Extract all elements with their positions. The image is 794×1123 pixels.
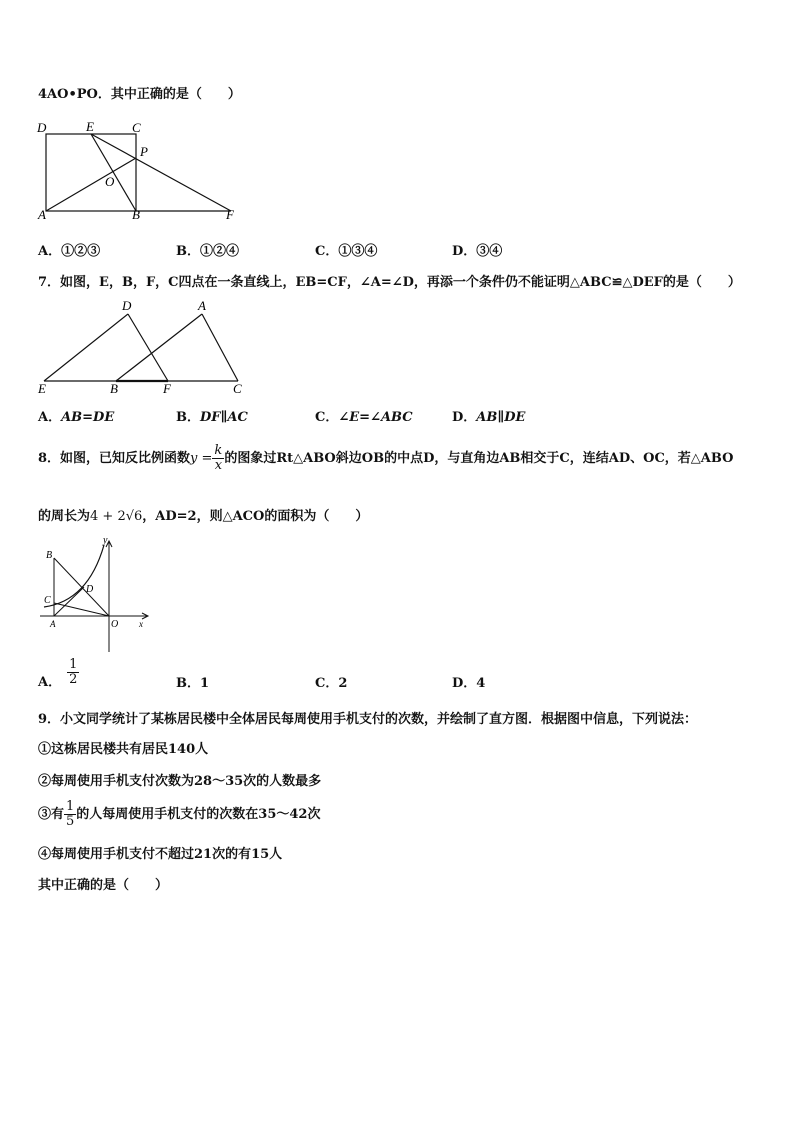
- label-a: A: [38, 207, 46, 222]
- label-p: P: [140, 144, 148, 159]
- q7-figure: [36, 296, 246, 396]
- q7-option-d[interactable]: D．AB∥DE: [452, 410, 526, 425]
- q6-option-b[interactable]: B．①②④: [176, 244, 240, 259]
- q6-option-a[interactable]: A．①②③: [38, 244, 101, 259]
- segment-df: [128, 314, 168, 381]
- segment-co: [54, 603, 109, 616]
- hyperbola-curve: [44, 545, 104, 607]
- label-b: B: [132, 207, 140, 222]
- label-a: A: [50, 619, 56, 629]
- segment-ed: [44, 314, 128, 381]
- q7-option-a[interactable]: A．AB=DE: [38, 410, 115, 425]
- q6-figure: [36, 118, 246, 223]
- label-b: B: [110, 381, 118, 396]
- q7-option-c[interactable]: C．∠E=∠ABC: [315, 410, 413, 425]
- label-c: C: [233, 381, 242, 396]
- q9-statement-4: ④每周使用手机支付不超过21次的有15人: [38, 847, 283, 862]
- segment-bo: [54, 558, 109, 616]
- segment-ap: [46, 158, 136, 211]
- label-e: E: [86, 119, 94, 134]
- q8-option-b[interactable]: B．1: [176, 676, 210, 691]
- q9-closing: 其中正确的是（ ）: [38, 878, 169, 893]
- q8-stem-line2: 的周长为4 + 2√6，AD=2，则△ACO的面积为（ ）: [38, 509, 369, 524]
- q9-statement-1: ①这栋居民楼共有居民140人: [38, 742, 209, 757]
- q8-stem-line1: 8．如图，已知反比例函数y = $\frac{k}{x}$ 的图象过Rt△ABO斜边OB的中点D，与直角边AB相交于C，连结AD、OC，若△ABO: [38, 443, 734, 473]
- label-x: x: [139, 619, 143, 629]
- q6-option-d[interactable]: D．③④: [452, 244, 503, 259]
- label-c: C: [132, 120, 141, 135]
- label-a: A: [198, 298, 206, 313]
- label-d: D: [37, 120, 47, 135]
- func-fraction: $\frac{k}{x}$: [214, 443, 223, 473]
- q6-option-c[interactable]: C．①③④: [315, 244, 378, 259]
- q9-statement-3: ③有 $\frac{1}{5}$ 的人每周使用手机支付的次数在35～42次: [38, 799, 321, 829]
- square-abcd: [46, 134, 136, 211]
- option-a-fraction: $\frac{1}{2}$: [69, 657, 78, 687]
- func-y: y =: [190, 451, 213, 466]
- q7-stem: 7．如图，E，B，F，C四点在一条直线上，EB=CF，∠A=∠D，再添一个条件仍不能证明△ABC≌△DEF的是（ ）: [38, 275, 741, 290]
- q9-stem: 9．小文同学统计了某栋居民楼中全体居民每周使用手机支付的次数，并绘制了直方图．根据图中信息，下列说法：: [38, 712, 698, 727]
- perimeter-expression: 4 + 2√6: [90, 509, 143, 524]
- label-c: C: [44, 595, 51, 606]
- segment-ad: [54, 587, 84, 616]
- q8-option-a[interactable]: A． $\frac{1}{2}$: [38, 657, 78, 690]
- q8-figure: [36, 535, 156, 655]
- label-f: F: [163, 381, 171, 396]
- label-o: O: [111, 619, 119, 630]
- label-o: O: [105, 174, 115, 189]
- q8-option-c[interactable]: C．2: [315, 676, 348, 691]
- q9-statement-2: ②每周使用手机支付次数为28～35次的人数最多: [38, 774, 322, 789]
- q8-option-d[interactable]: D．4: [452, 676, 486, 691]
- label-e: E: [38, 381, 46, 396]
- segment-eb: [91, 134, 136, 211]
- q6-stem-tail: 4AO•PO．其中正确的是（ ）: [38, 87, 241, 102]
- statement-3-fraction: $\frac{1}{5}$: [66, 799, 75, 829]
- label-d: D: [122, 298, 132, 313]
- segment-ac: [202, 314, 238, 381]
- label-y: y: [103, 535, 108, 546]
- q7-option-b[interactable]: B．DF∥AC: [176, 410, 248, 425]
- label-f: F: [226, 207, 234, 222]
- label-d: D: [86, 584, 94, 595]
- segment-ba: [116, 314, 202, 381]
- label-b: B: [46, 550, 53, 561]
